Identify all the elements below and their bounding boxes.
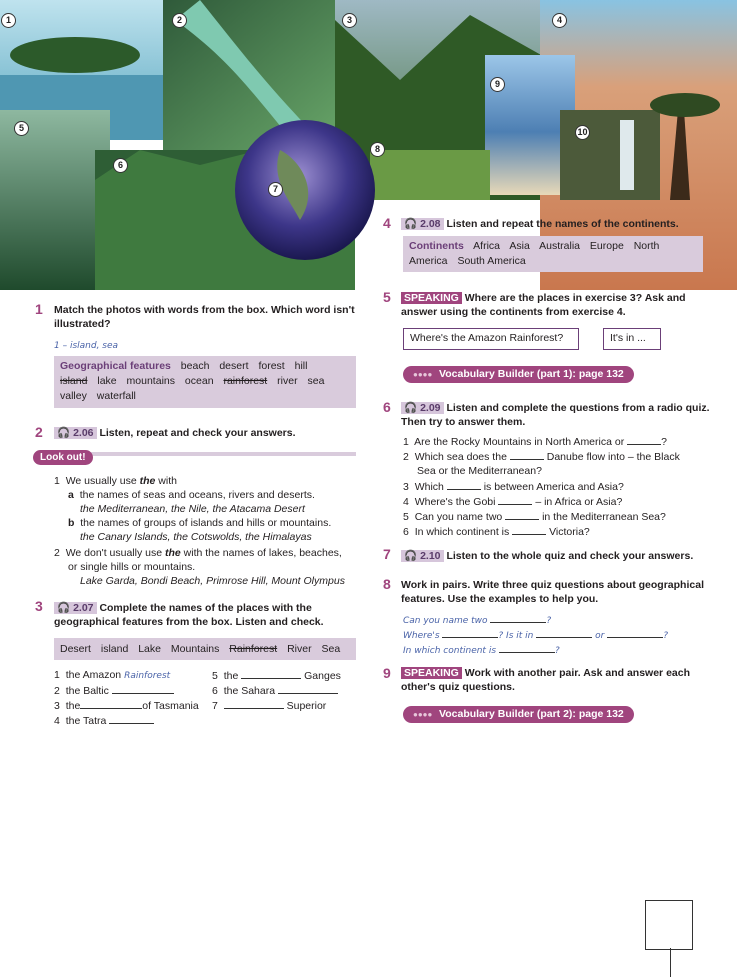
lookout-rule-1a: a the names of seas and oceans, rivers and deserts. — [68, 489, 315, 501]
answer-blank[interactable] — [607, 627, 663, 638]
word-crossed: Rainforest — [229, 643, 278, 655]
ex8-instruction: Work in pairs. Write three quiz questions about geographical features. Use the examples to help you. — [401, 579, 704, 605]
photo-number-9: 9 — [490, 77, 505, 92]
photo-number-6: 6 — [113, 158, 128, 173]
page-number-box — [645, 900, 693, 950]
word: Desert — [60, 643, 91, 655]
lookout-rule-1b-examples: the Canary Islands, the Cotswolds, the Himalayas — [80, 531, 312, 543]
headphones-icon: 🎧 — [404, 402, 418, 414]
word: Lake — [138, 643, 161, 655]
photo-number-3: 3 — [342, 13, 357, 28]
answer-blank[interactable] — [499, 642, 555, 653]
ex3-item-7: 7 Superior — [212, 700, 327, 712]
word: waterfall — [96, 390, 136, 402]
dots-icon: ●●●● — [413, 710, 433, 719]
ex1-number: 1 — [35, 301, 43, 317]
ex8-number: 8 — [383, 576, 391, 592]
answer-blank[interactable] — [224, 698, 284, 709]
ex3-instruction: 🎧 2.07 Complete the names of the places with the geographical features from the box. Listen and check. — [54, 602, 324, 628]
word-crossed: island — [60, 375, 88, 387]
word: Europe — [589, 240, 624, 252]
word: Sea — [321, 643, 341, 655]
ex6-question-3: 3 Which is between America and Asia? — [403, 481, 624, 493]
ex1-instruction: Match the photos with words from the box. Which word isn't illustrated? — [54, 304, 355, 330]
word: Australia — [539, 240, 580, 252]
ex9-instruction: SPEAKING Work with another pair. Ask and answer each other's quiz questions. — [401, 667, 690, 693]
photo-number-8: 8 — [370, 142, 385, 157]
ex8-hint-3: In which continent is ? — [403, 642, 560, 658]
dots-icon: ●●●● — [413, 370, 433, 379]
lookout-rule-1: 1 We usually use the with — [54, 475, 177, 487]
ex3-item-4: 4 the Tatra — [54, 713, 154, 728]
speaking-tag: SPEAKING — [401, 292, 462, 304]
ex3-number: 3 — [35, 598, 43, 614]
word: sea — [307, 375, 325, 387]
ex8-hint-2: Where's ? Is it in or ? — [403, 627, 668, 643]
ex7-number: 7 — [383, 546, 391, 562]
answer-blank[interactable] — [498, 494, 532, 505]
word: hill — [294, 360, 308, 372]
ex3-item-5: 5 the Ganges — [212, 670, 341, 682]
lookout-rule-1b: b the names of groups of islands and hills or mountains. — [68, 517, 332, 529]
audio-track[interactable]: 🎧 2.07 — [54, 602, 97, 614]
vocabulary-builder-link-1[interactable]: ●●●● Vocabulary Builder (part 1): page 132 — [403, 366, 634, 383]
ex5-number: 5 — [383, 289, 391, 305]
answer-blank[interactable] — [241, 668, 301, 679]
ex1-example: 1 – island, sea — [54, 341, 119, 351]
answer-blank[interactable] — [490, 612, 546, 623]
word: valley — [60, 390, 87, 402]
ex8-hint-1: Can you name two ? — [403, 612, 551, 628]
answer-blank[interactable] — [278, 683, 338, 694]
headphones-icon: 🎧 — [57, 427, 71, 439]
audio-track[interactable]: 🎧 2.06 — [54, 427, 97, 439]
headphones-icon: 🎧 — [404, 550, 418, 562]
ex6-question-2-cont: Sea or the Mediterranean? — [417, 465, 542, 477]
ex4-number: 4 — [383, 215, 391, 231]
lookout-rule-2: 2 We don't usually use the with the names of lakes, beaches, — [54, 547, 342, 559]
ex6-instruction: 🎧 2.09 Listen and complete the questions from a radio quiz. Then try to answer them. — [401, 402, 710, 428]
word: River — [287, 643, 312, 655]
photo-number-10: 10 — [575, 125, 590, 140]
ex6-number: 6 — [383, 399, 391, 415]
word: desert — [219, 360, 249, 372]
speech-bubble-answer: It's in ... — [603, 328, 661, 350]
speaking-tag: SPEAKING — [401, 667, 462, 679]
word-crossed: rainforest — [223, 375, 268, 387]
ex6-question-6: 6 In which continent is Victoria? — [403, 526, 590, 538]
headphones-icon: 🎧 — [404, 218, 418, 230]
answer-blank[interactable] — [536, 627, 592, 638]
page-marker-line — [670, 948, 671, 977]
word: river — [277, 375, 298, 387]
box-heading: Continents — [409, 240, 464, 252]
ex6-question-1: 1 Are the Rocky Mountains in North America or ? — [403, 436, 667, 448]
lookout-rule-2-cont: or single hills or mountains. — [68, 561, 196, 573]
lookout-title: Look out! — [33, 450, 93, 465]
answer-blank[interactable] — [510, 449, 544, 460]
answer-blank[interactable] — [512, 524, 546, 535]
ex2-instruction: 🎧 2.06 Listen, repeat and check your answers. — [54, 426, 364, 440]
answer-blank[interactable] — [112, 683, 174, 694]
word: Asia — [509, 240, 530, 252]
word: North America — [409, 240, 660, 267]
ex9-number: 9 — [383, 665, 391, 681]
ex3-item-2: 2 the Baltic — [54, 683, 174, 698]
ex4-instruction: 🎧 2.08 Listen and repeat the names of the continents. — [401, 217, 721, 231]
word: lake — [97, 375, 117, 387]
answer-blank[interactable] — [627, 434, 661, 445]
word: Africa — [473, 240, 501, 252]
lookout-rule-1a-examples: the Mediterranean, the Nile, the Atacama Desert — [80, 503, 305, 515]
word: South America — [457, 255, 526, 267]
ex2-number: 2 — [35, 424, 43, 440]
answer-blank[interactable] — [505, 509, 539, 520]
audio-track[interactable]: 🎧 2.09 — [401, 402, 444, 414]
photo-number-7: 7 — [268, 182, 283, 197]
handwritten-answer: Rainforest — [124, 671, 171, 681]
answer-blank[interactable] — [447, 479, 481, 490]
lookout-rule-2-examples: Lake Garda, Bondi Beach, Primrose Hill, Mount Olympus — [80, 575, 345, 587]
word: Mountains — [170, 643, 220, 655]
headphones-icon: 🎧 — [57, 602, 71, 614]
ex6-question-2: 2 Which sea does the Danube flow into – the Black — [403, 451, 680, 463]
word: ocean — [184, 375, 214, 387]
word: beach — [180, 360, 210, 372]
photo-number-4: 4 — [552, 13, 567, 28]
ex3-word-box — [54, 638, 356, 660]
audio-track[interactable]: 🎧 2.10 — [401, 550, 444, 562]
ex4-word-box — [403, 236, 703, 272]
ex3-item-3: 3 the of Tasmania — [54, 700, 199, 712]
ex6-question-4: 4 Where's the Gobi – in Africa or Asia? — [403, 496, 623, 508]
ex1-word-box — [54, 356, 356, 408]
photo-number-5: 5 — [14, 121, 29, 136]
ex7-instruction: 🎧 2.10 Listen to the whole quiz and check your answers. — [401, 549, 721, 563]
box-heading: Geographical features — [60, 360, 171, 372]
ex5-instruction: SPEAKING Where are the places in exercise 3? Ask and answer using the continents from exercise 4. — [401, 292, 686, 318]
word: island — [100, 643, 129, 655]
photo-number-2: 2 — [172, 13, 187, 28]
answer-blank[interactable] — [80, 698, 142, 709]
answer-blank[interactable] — [442, 627, 498, 638]
ex3-item-1: 1 the Amazon Rainforest — [54, 669, 171, 681]
photo-number-1: 1 — [1, 13, 16, 28]
word: mountains — [126, 375, 175, 387]
speech-bubble-question: Where's the Amazon Rainforest? — [403, 328, 579, 350]
ex3-item-6: 6 the Sahara — [212, 683, 338, 698]
answer-blank[interactable] — [109, 713, 154, 724]
ex6-question-5: 5 Can you name two in the Mediterranean Sea? — [403, 511, 666, 523]
vocabulary-builder-link-2[interactable]: ●●●● Vocabulary Builder (part 2): page 132 — [403, 706, 634, 723]
word: forest — [258, 360, 285, 372]
audio-track[interactable]: 🎧 2.08 — [401, 218, 444, 230]
